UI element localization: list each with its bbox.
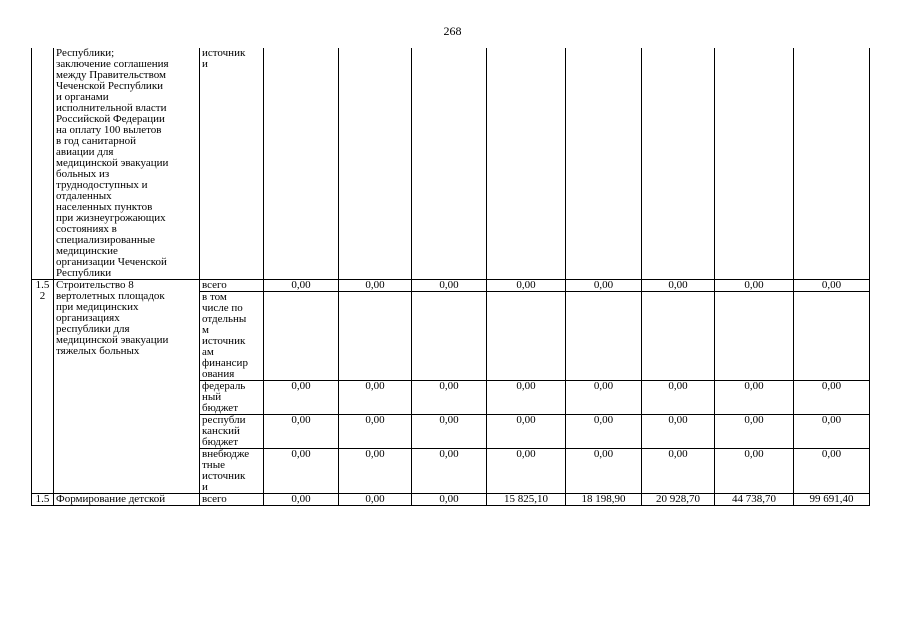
value-cell: 0,00 xyxy=(642,381,715,415)
value-cell: 0,00 xyxy=(566,280,642,292)
page-number: 268 xyxy=(443,24,462,38)
value-cell: 0,00 xyxy=(794,415,870,449)
value-cell xyxy=(794,292,870,381)
value-cell: 0,00 xyxy=(642,449,715,494)
value-cell: 99 691,40 xyxy=(794,494,870,506)
funding-source: источник и xyxy=(200,48,264,280)
value-cell: 0,00 xyxy=(487,280,566,292)
value-cell: 0,00 xyxy=(715,415,794,449)
row-number: 1.5 xyxy=(32,494,54,506)
funding-source: в том числе по отдельны м источник ам финансир ования xyxy=(200,292,264,381)
value-cell: 20 928,70 xyxy=(642,494,715,506)
value-cell: 0,00 xyxy=(264,280,339,292)
funding-source: всего xyxy=(200,494,264,506)
value-cell xyxy=(339,292,412,381)
value-cell: 0,00 xyxy=(642,280,715,292)
value-cell xyxy=(794,48,870,280)
value-cell: 0,00 xyxy=(412,280,487,292)
value-cell: 15 825,10 xyxy=(487,494,566,506)
value-cell: 0,00 xyxy=(339,494,412,506)
value-cell: 0,00 xyxy=(794,449,870,494)
funding-source: республи канский бюджет xyxy=(200,415,264,449)
value-cell xyxy=(566,48,642,280)
row-number xyxy=(32,48,54,280)
value-cell xyxy=(339,48,412,280)
table-row xyxy=(32,494,870,506)
value-cell: 0,00 xyxy=(412,449,487,494)
value-cell: 0,00 xyxy=(339,449,412,494)
value-cell: 0,00 xyxy=(715,449,794,494)
value-cell xyxy=(566,292,642,381)
value-cell: 0,00 xyxy=(412,415,487,449)
value-cell: 0,00 xyxy=(412,494,487,506)
value-cell xyxy=(487,292,566,381)
funding-source: внебюдже тные источник и xyxy=(200,449,264,494)
value-cell: 0,00 xyxy=(566,381,642,415)
value-cell xyxy=(715,292,794,381)
value-cell: 18 198,90 xyxy=(566,494,642,506)
value-cell xyxy=(642,292,715,381)
value-cell: 0,00 xyxy=(715,280,794,292)
value-cell: 44 738,70 xyxy=(715,494,794,506)
value-cell xyxy=(412,292,487,381)
funding-source: федераль ный бюджет xyxy=(200,381,264,415)
row-description: Республики; заключение соглашения между Правительством Чеченской Республики и органами исполнительной власти Российской Федерации на оплату 100 вылетов в год санитарной авиации для медицинской эвакуации больных из труднодоступных и отдаленных населенных пунктов при жизнеугрожающих состояниях в специализированные медицинские организации Чеченской Республики xyxy=(54,48,200,280)
value-cell xyxy=(487,48,566,280)
value-cell: 0,00 xyxy=(487,381,566,415)
value-cell xyxy=(264,48,339,280)
value-cell: 0,00 xyxy=(794,381,870,415)
value-cell: 0,00 xyxy=(339,381,412,415)
value-cell: 0,00 xyxy=(487,449,566,494)
value-cell: 0,00 xyxy=(339,415,412,449)
value-cell: 0,00 xyxy=(412,381,487,415)
row-description: Строительство 8 вертолетных площадок при медицинских организациях республики для медицинской эвакуации тяжелых больных xyxy=(54,280,200,494)
value-cell: 0,00 xyxy=(264,449,339,494)
funding-source: всего xyxy=(200,280,264,292)
value-cell xyxy=(412,48,487,280)
value-cell: 0,00 xyxy=(794,280,870,292)
row-number: 1.5 2 xyxy=(32,280,54,494)
value-cell: 0,00 xyxy=(566,415,642,449)
value-cell: 0,00 xyxy=(264,494,339,506)
value-cell: 0,00 xyxy=(264,415,339,449)
value-cell: 0,00 xyxy=(487,415,566,449)
table-row xyxy=(32,280,870,292)
value-cell xyxy=(715,48,794,280)
value-cell: 0,00 xyxy=(715,381,794,415)
value-cell xyxy=(642,48,715,280)
table-row xyxy=(32,48,870,280)
value-cell: 0,00 xyxy=(642,415,715,449)
value-cell xyxy=(264,292,339,381)
program-table xyxy=(31,48,870,506)
value-cell: 0,00 xyxy=(566,449,642,494)
value-cell: 0,00 xyxy=(339,280,412,292)
value-cell: 0,00 xyxy=(264,381,339,415)
row-description: Формирование детской xyxy=(54,494,200,506)
